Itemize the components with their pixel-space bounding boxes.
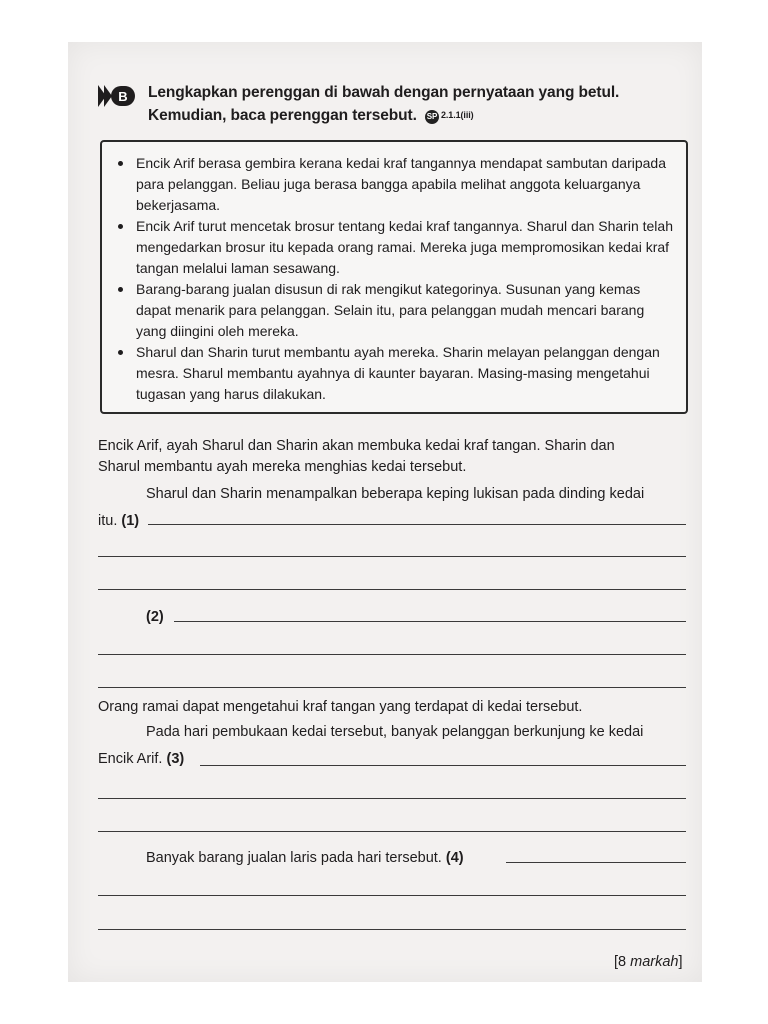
paragraph-4 bbox=[146, 848, 464, 869]
sp-icon: SP bbox=[425, 110, 439, 124]
blank-label-4: (4) bbox=[445, 850, 464, 866]
fact-item: Encik Arif berasa gembira kerana kedai kraf tangannya mendapat sambutan daripada para pelanggan. Beliau juga berasa bangga apabila melihat anggota keluarganya bekerjasama. bbox=[116, 153, 676, 216]
p4-text: Banyak barang jualan laris pada hari tersebut. bbox=[146, 850, 442, 866]
answer-line-1b[interactable] bbox=[98, 556, 686, 557]
p1-line2-text: itu. bbox=[98, 513, 118, 529]
intro-line-2: Sharul membantu ayah mereka menghias kedai tersebut. bbox=[98, 459, 467, 475]
answer-line-1a[interactable] bbox=[148, 524, 686, 525]
answer-line-2a[interactable] bbox=[174, 621, 686, 622]
sp-code: 2.1.1(iii) bbox=[441, 110, 474, 120]
instruction-line-1: Lengkapkan perenggan di bawah dengan pernyataan yang betul. bbox=[148, 84, 620, 101]
paragraph-1-line-1: Sharul dan Sharin menampalkan beberapa keping lukisan pada dinding kedai bbox=[146, 486, 645, 502]
answer-line-3b[interactable] bbox=[98, 798, 686, 799]
answer-line-1c[interactable] bbox=[98, 589, 686, 590]
facts-box bbox=[100, 140, 688, 414]
marks-open: [8 bbox=[614, 954, 631, 970]
marks-word: markah bbox=[630, 954, 679, 970]
answer-line-3c[interactable] bbox=[98, 831, 686, 832]
blank-label-1: (1) bbox=[121, 513, 140, 529]
answer-line-4a[interactable] bbox=[506, 862, 686, 863]
paragraph-3-line-2 bbox=[98, 749, 184, 770]
fact-item: Encik Arif turut mencetak brosur tentang kedai kraf tangannya. Sharul dan Sharin telah mengedarkan brosur itu kepada orang ramai. Mereka juga mempromosikan kedai kraf tangan melalui laman sesawang. bbox=[116, 216, 676, 279]
marks-label bbox=[614, 954, 683, 970]
blank-label-2: (2) bbox=[146, 609, 164, 625]
section-badge bbox=[98, 85, 138, 107]
answer-line-2b[interactable] bbox=[98, 654, 686, 655]
blank-label-3: (3) bbox=[166, 751, 185, 767]
instruction-line-2: Kemudian, baca perenggan tersebut. bbox=[148, 107, 417, 124]
p3-line2-text: Encik Arif. bbox=[98, 751, 163, 767]
passage-intro bbox=[98, 436, 698, 478]
answer-line-4b[interactable] bbox=[98, 895, 686, 896]
answer-line-2c[interactable] bbox=[98, 687, 686, 688]
facts-list bbox=[102, 142, 686, 405]
section-letter: B bbox=[118, 89, 128, 104]
intro-line-1: Encik Arif, ayah Sharul dan Sharin akan membuka kedai kraf tangan. Sharin dan bbox=[98, 438, 615, 454]
fact-item: Barang-barang jualan disusun di rak mengikut kategorinya. Susunan yang kemas dapat menarik para pelanggan. Selain itu, para pelanggan mudah mencari barang yang diingini oleh mereka. bbox=[116, 279, 676, 342]
paragraph-1-line-2 bbox=[98, 511, 139, 532]
answer-line-3a[interactable] bbox=[200, 765, 686, 766]
marks-close: ] bbox=[678, 954, 683, 970]
fact-item: Sharul dan Sharin turut membantu ayah mereka. Sharin melayan pelanggan dengan mesra. Sharul membantu ayahnya di kaunter bayaran. Masing-masing mengetahui tugasan yang harus dilakukan. bbox=[116, 342, 676, 405]
instruction bbox=[148, 82, 703, 127]
paragraph-3-line-1: Pada hari pembukaan kedai tersebut, banyak pelanggan berkunjung ke kedai bbox=[146, 724, 644, 740]
paragraph-2: Orang ramai dapat mengetahui kraf tangan yang terdapat di kedai tersebut. bbox=[98, 699, 583, 715]
answer-line-4c[interactable] bbox=[98, 929, 686, 930]
